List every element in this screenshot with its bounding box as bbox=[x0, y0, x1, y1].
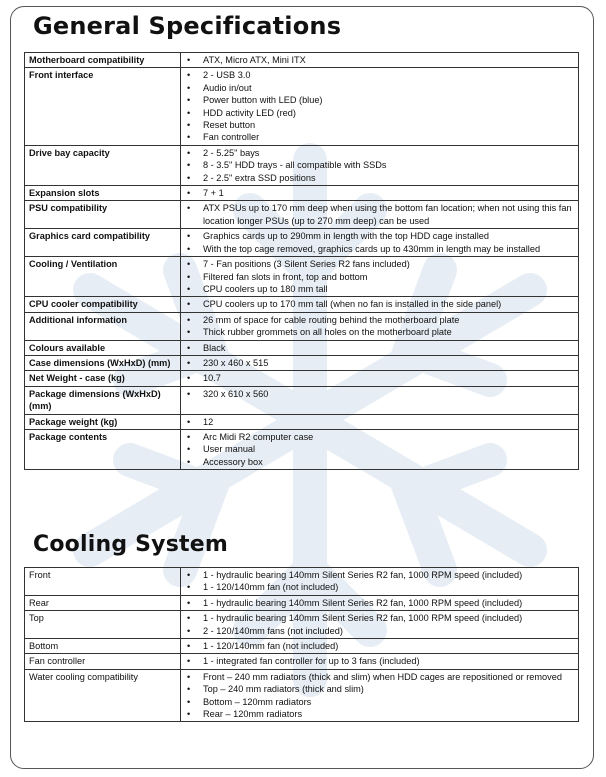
spec-label: Motherboard compatibility bbox=[25, 53, 181, 68]
spec-row bbox=[25, 414, 579, 429]
spec-value-list bbox=[181, 431, 575, 468]
spec-value-list bbox=[181, 258, 575, 295]
spec-label: CPU cooler compatibility bbox=[25, 297, 181, 312]
spec-row bbox=[25, 654, 579, 669]
spec-value-item: • Rear – 120mm radiators bbox=[181, 708, 575, 720]
spec-value bbox=[181, 639, 579, 654]
spec-value-item: • Black bbox=[181, 342, 575, 354]
spec-value-list bbox=[181, 147, 575, 184]
spec-row bbox=[25, 229, 579, 257]
spec-value-item: • Top – 240 mm radiators (thick and slim) bbox=[181, 683, 575, 695]
spec-value-item: • 1 - 120/140mm fan (not included) bbox=[181, 640, 575, 652]
spec-value-item: • Audio in/out bbox=[181, 82, 575, 94]
spec-value-item: • 2 - 120/140mm fans (not included) bbox=[181, 625, 575, 637]
spec-value-item: • Front – 240 mm radiators (thick and slim) when HDD cages are repositioned or removed bbox=[181, 671, 575, 683]
spec-row bbox=[25, 371, 579, 386]
spec-label: Case dimensions (WxHxD) (mm) bbox=[25, 355, 181, 370]
spec-value-list bbox=[181, 640, 575, 652]
spec-value bbox=[181, 340, 579, 355]
spec-value-list bbox=[181, 230, 575, 255]
spec-label: Drive bay capacity bbox=[25, 145, 181, 185]
spec-value bbox=[181, 611, 579, 639]
spec-row bbox=[25, 355, 579, 370]
spec-row bbox=[25, 340, 579, 355]
spec-value bbox=[181, 414, 579, 429]
spec-value bbox=[181, 371, 579, 386]
spec-value bbox=[181, 145, 579, 185]
spec-value-item: • 7 - Fan positions (3 Silent Series R2 fans included) bbox=[181, 258, 575, 270]
spec-row bbox=[25, 669, 579, 722]
spec-value-item: • 2 - 2.5" extra SSD positions bbox=[181, 172, 575, 184]
spec-value bbox=[181, 201, 579, 229]
spec-value-list bbox=[181, 416, 575, 428]
spec-value-item: • 1 - 120/140mm fan (not included) bbox=[181, 581, 575, 593]
spec-value-item: • 2 - USB 3.0 bbox=[181, 69, 575, 81]
spec-value bbox=[181, 186, 579, 201]
spec-value-list bbox=[181, 671, 575, 721]
spec-row bbox=[25, 312, 579, 340]
spec-value-list bbox=[181, 597, 575, 609]
spec-value-list bbox=[181, 314, 575, 339]
spec-row bbox=[25, 53, 579, 68]
spec-value bbox=[181, 595, 579, 610]
spec-value-item: • HDD activity LED (red) bbox=[181, 107, 575, 119]
spec-value bbox=[181, 669, 579, 722]
spec-value-item: • Fan controller bbox=[181, 131, 575, 143]
cooling-system-table bbox=[24, 567, 579, 722]
spec-value-item: • CPU coolers up to 180 mm tall bbox=[181, 283, 575, 295]
spec-value-list bbox=[181, 388, 575, 400]
spec-value-item: • 8 - 3.5" HDD trays - all compatible with SSDs bbox=[181, 159, 575, 171]
spec-value-item: • 320 x 610 x 560 bbox=[181, 388, 575, 400]
spec-value-list bbox=[181, 298, 575, 310]
spec-value bbox=[181, 355, 579, 370]
spec-value-item: • 7 + 1 bbox=[181, 187, 575, 199]
spec-label: Package dimensions (WxHxD) (mm) bbox=[25, 386, 181, 414]
spec-label: Water cooling compatibility bbox=[25, 669, 181, 722]
spec-value bbox=[181, 68, 579, 145]
spec-value-list bbox=[181, 357, 575, 369]
spec-label: PSU compatibility bbox=[25, 201, 181, 229]
spec-value-list bbox=[181, 569, 575, 594]
spec-label: Front bbox=[25, 568, 181, 596]
spec-row bbox=[25, 639, 579, 654]
spec-row bbox=[25, 68, 579, 145]
general-specifications-title: General Specifications bbox=[33, 12, 342, 40]
spec-value bbox=[181, 53, 579, 68]
cooling-system-title: Cooling System bbox=[33, 532, 228, 557]
spec-label: Cooling / Ventilation bbox=[25, 257, 181, 297]
spec-label: Graphics card compatibility bbox=[25, 229, 181, 257]
spec-label: Fan controller bbox=[25, 654, 181, 669]
spec-value-item: • Power button with LED (blue) bbox=[181, 94, 575, 106]
spec-value-list bbox=[181, 69, 575, 143]
spec-row bbox=[25, 186, 579, 201]
spec-value-item: • Arc Midi R2 computer case bbox=[181, 431, 575, 443]
spec-value-item: • Thick rubber grommets on all holes on the motherboard plate bbox=[181, 326, 575, 338]
spec-value-list bbox=[181, 342, 575, 354]
spec-value-item: • 12 bbox=[181, 416, 575, 428]
spec-label: Package contents bbox=[25, 429, 181, 469]
spec-label: Additional information bbox=[25, 312, 181, 340]
spec-value-item: • 26 mm of space for cable routing behind the motherboard plate bbox=[181, 314, 575, 326]
spec-row bbox=[25, 595, 579, 610]
spec-value bbox=[181, 386, 579, 414]
spec-value-item: • 1 - hydraulic bearing 140mm Silent Series R2 fan, 1000 RPM speed (included) bbox=[181, 597, 575, 609]
spec-value-list bbox=[181, 187, 575, 199]
spec-value-item: • 1 - hydraulic bearing 140mm Silent Series R2 fan, 1000 RPM speed (included) bbox=[181, 612, 575, 624]
spec-label: Expansion slots bbox=[25, 186, 181, 201]
spec-value-item: • Bottom – 120mm radiators bbox=[181, 696, 575, 708]
spec-value-item: • Filtered fan slots in front, top and bottom bbox=[181, 271, 575, 283]
spec-row bbox=[25, 257, 579, 297]
spec-row bbox=[25, 386, 579, 414]
spec-value-list bbox=[181, 612, 575, 637]
spec-label: Bottom bbox=[25, 639, 181, 654]
spec-value bbox=[181, 429, 579, 469]
spec-row bbox=[25, 611, 579, 639]
spec-value-list bbox=[181, 372, 575, 384]
spec-row bbox=[25, 201, 579, 229]
spec-row bbox=[25, 297, 579, 312]
spec-value-item: • 230 x 460 x 515 bbox=[181, 357, 575, 369]
spec-row bbox=[25, 429, 579, 469]
spec-value-item: • 2 - 5.25" bays bbox=[181, 147, 575, 159]
spec-value-list bbox=[181, 655, 575, 667]
spec-value-list bbox=[181, 54, 575, 66]
spec-value-item: • 10.7 bbox=[181, 372, 575, 384]
spec-value-item: • Graphics cards up to 290mm in length with the top HDD cage installed bbox=[181, 230, 575, 242]
spec-value-item: • Reset button bbox=[181, 119, 575, 131]
spec-label: Front interface bbox=[25, 68, 181, 145]
spec-label: Colours available bbox=[25, 340, 181, 355]
spec-value-item: • User manual bbox=[181, 443, 575, 455]
spec-row bbox=[25, 568, 579, 596]
spec-value-item: • Accessory box bbox=[181, 456, 575, 468]
spec-value bbox=[181, 568, 579, 596]
spec-value bbox=[181, 257, 579, 297]
spec-value bbox=[181, 229, 579, 257]
spec-value-item: • CPU coolers up to 170 mm tall (when no fan is installed in the side panel) bbox=[181, 298, 575, 310]
spec-label: Rear bbox=[25, 595, 181, 610]
spec-label: Package weight (kg) bbox=[25, 414, 181, 429]
general-specifications-table bbox=[24, 52, 579, 470]
spec-value-item: • ATX, Micro ATX, Mini ITX bbox=[181, 54, 575, 66]
spec-label: Net Weight - case (kg) bbox=[25, 371, 181, 386]
spec-value bbox=[181, 297, 579, 312]
spec-value-item: • ATX PSUs up to 170 mm deep when using the bottom fan location; when not using this fan location longer PSUs (up to 270 mm deep) can be used bbox=[181, 202, 575, 227]
spec-value-item: • 1 - hydraulic bearing 140mm Silent Series R2 fan, 1000 RPM speed (included) bbox=[181, 569, 575, 581]
spec-value-list bbox=[181, 202, 575, 227]
spec-value-item: • 1 - integrated fan controller for up to 3 fans (included) bbox=[181, 655, 575, 667]
spec-row bbox=[25, 145, 579, 185]
spec-label: Top bbox=[25, 611, 181, 639]
spec-value bbox=[181, 312, 579, 340]
spec-value bbox=[181, 654, 579, 669]
spec-value-item: • With the top cage removed, graphics cards up to 430mm in length may be installed bbox=[181, 243, 575, 255]
